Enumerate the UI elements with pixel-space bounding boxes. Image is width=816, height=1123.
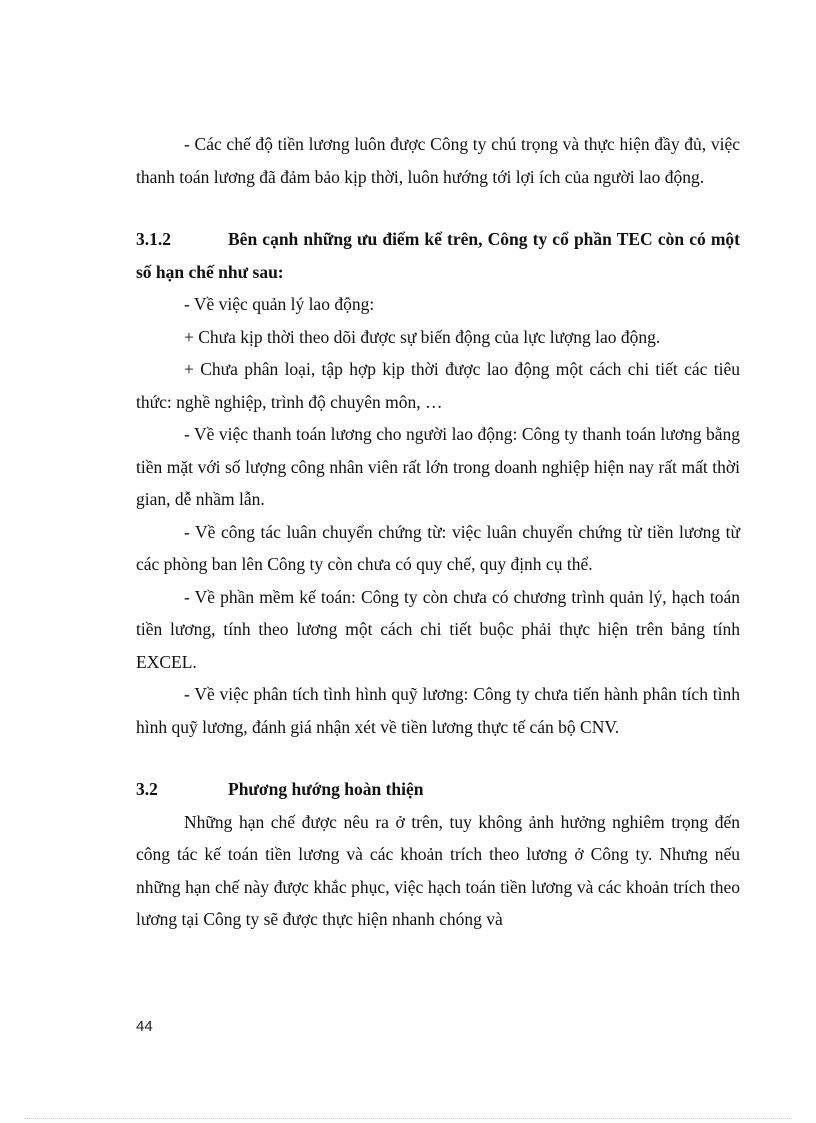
list-item: - Về việc phân tích tình hình quỹ lương: Công ty chưa tiến hành phân tích tình hình quỹ lương, đánh giá nhận xét về tiền lương thực tế cán bộ CNV. — [136, 684, 740, 737]
page-number: 44 — [136, 1018, 153, 1035]
section-number: 3.1.2 — [136, 229, 171, 249]
section-number: 3.2 — [136, 779, 158, 799]
list-item: + Chưa kịp thời theo dõi được sự biến động của lực lượng lao động. — [184, 326, 661, 347]
page-bottom-divider — [24, 1118, 792, 1119]
section-title: Phương hướng hoàn thiện — [228, 779, 424, 799]
paragraph-salary-regime: - Các chế độ tiền lương luôn được Công ty chú trọng và thực hiện đầy đủ, việc thanh toán lương đã đảm bảo kịp thời, luôn hướng tới lợi ích của người lao động. — [136, 134, 740, 187]
section-heading-3-2 — [136, 773, 740, 806]
list-item: - Về phần mềm kế toán: Công ty còn chưa có chương trình quản lý, hạch toán tiền lương, tính theo lương một cách chi tiết buộc phải thực hiện trên bảng tính EXCEL. — [136, 586, 740, 672]
list-item: - Về công tác luân chuyển chứng từ: việc luân chuyển chứng từ tiền lương từ các phòng ban lên Công ty còn chưa có quy chế, quy định cụ thể. — [136, 521, 740, 574]
list-item: + Chưa phân loại, tập hợp kịp thời được lao động một cách chi tiết các tiêu thức: nghề nghiệp, trình độ chuyên môn, … — [136, 359, 740, 412]
paragraph-improvement-direction: Những hạn chế được nêu ra ở trên, tuy không ảnh hưởng nghiêm trọng đến công tác kế toán tiền lương và các khoản trích theo lương ở Công ty. Nhưng nếu những hạn chế này được khắc phục, việc hạch toán tiền lương và các khoản trích theo lương tại Công ty sẽ được thực hiện nhanh chóng và — [136, 811, 740, 929]
list-item: - Về việc quản lý lao động: — [184, 294, 375, 314]
list-item: - Về việc thanh toán lương cho người lao động: Công ty thanh toán lương bằng tiền mặt với số lượng công nhân viên rất lớn trong doanh nghiệp hiện nay rất mất thời gian, dễ nhầm lẫn. — [136, 424, 740, 509]
section-heading-3-1-2 — [136, 223, 740, 288]
section-title: Bên cạnh những ưu điểm kể trên, Công ty cổ phần TEC còn có một số hạn chế như sau: — [136, 229, 740, 282]
page-body — [136, 128, 740, 936]
